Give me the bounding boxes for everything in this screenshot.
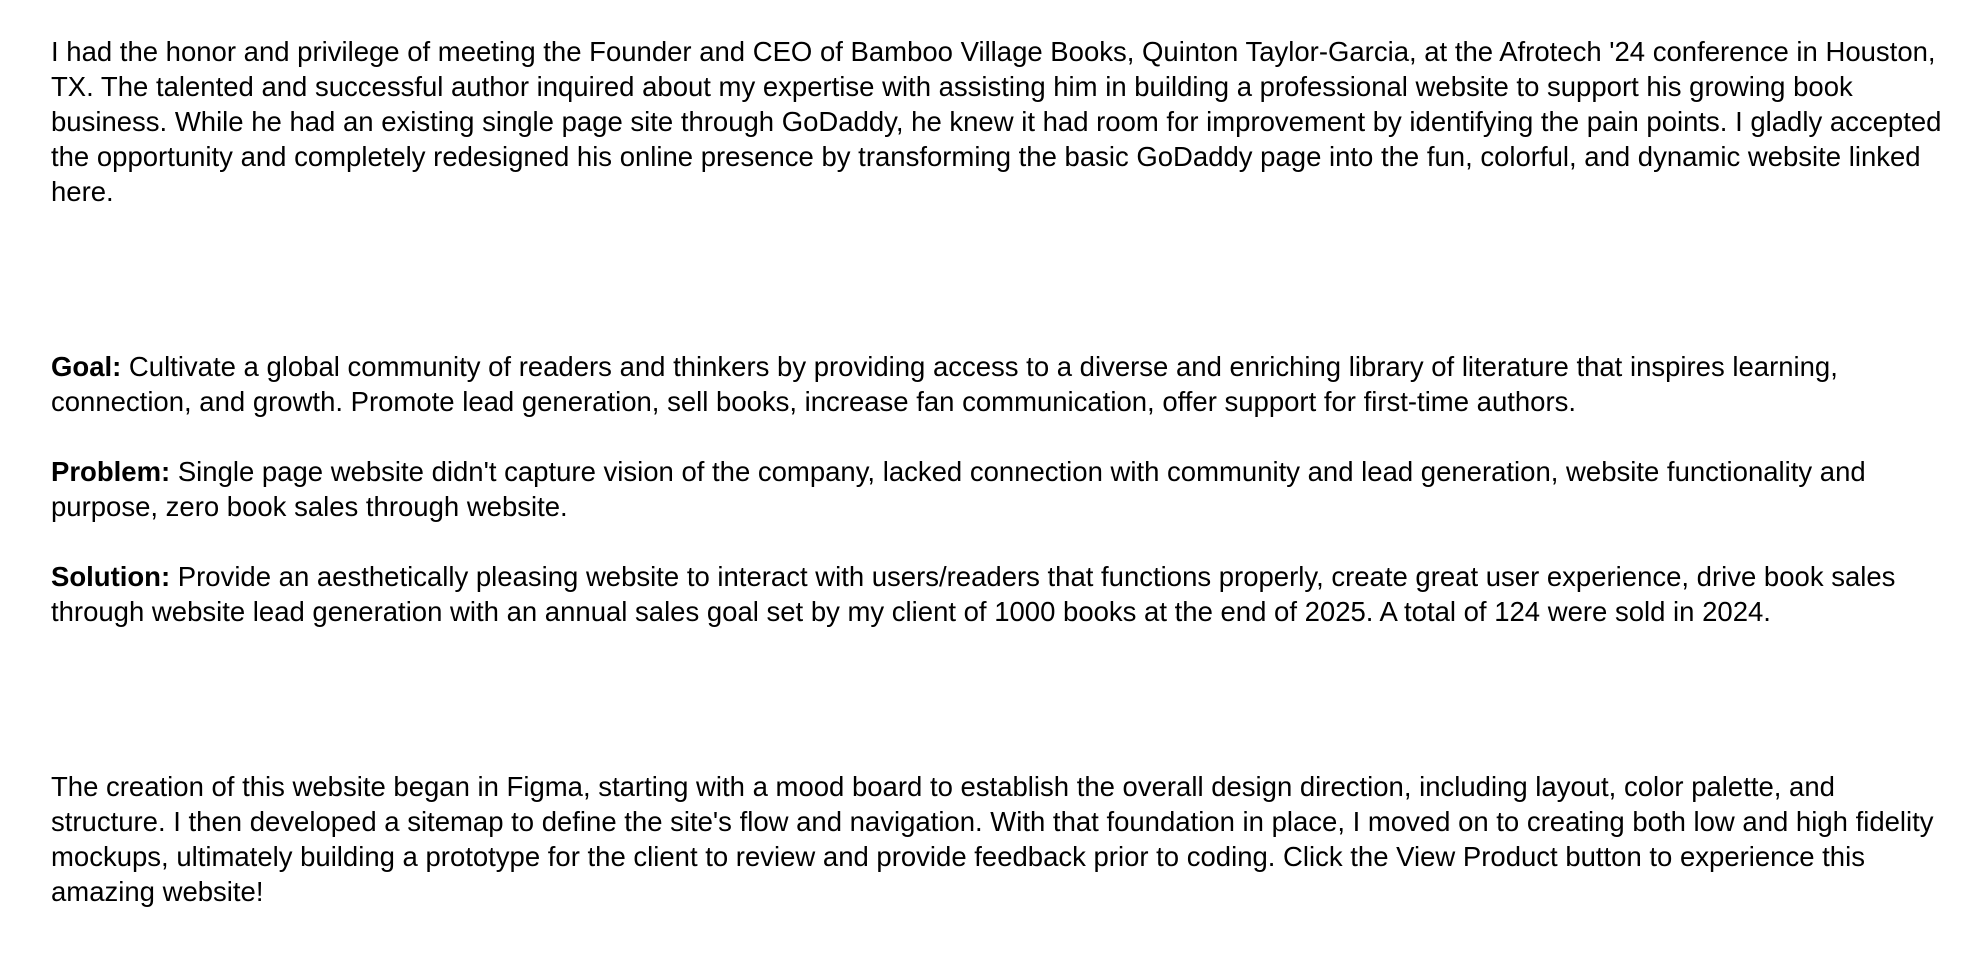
website-link[interactable]: here xyxy=(51,176,107,207)
process-paragraph xyxy=(51,769,1951,909)
solution-paragraph xyxy=(51,559,1951,629)
goal-text: Cultivate a global community of readers and thinkers by providing access to a diverse and enriching library of literature that inspires learning, connection, and growth. Promote lead generation, sell books, increase fan communication, offer support for first-time authors. xyxy=(51,351,1838,417)
problem-paragraph xyxy=(51,454,1951,524)
solution-label: Solution: xyxy=(51,561,171,592)
problem-text: Single page website didn't capture vision of the company, lacked connection with community and lead generation, website functionality and purpose, zero book sales through website. xyxy=(51,456,1866,522)
case-study-content xyxy=(51,34,1951,909)
intro-text-end: . xyxy=(106,176,114,207)
process-text: The creation of this website began in Figma, starting with a mood board to establish the overall design direction, including layout, color palette, and structure. I then developed a sitemap to define the site's flow and navigation. With that foundation in place, I moved on to creating both low and high fidelity mockups, ultimately building a prototype for the client to review and provide feedback prior to coding. Click the View Product button to experience this amazing website! xyxy=(51,771,1934,907)
goal-paragraph xyxy=(51,349,1951,419)
goal-label: Goal: xyxy=(51,351,122,382)
solution-text: Provide an aesthetically pleasing website to interact with users/readers that functions properly, create great user experience, drive book sales through website lead generation with an annual sales goal set by my client of 1000 books at the end of 2025. A total of 124 were sold in 2024. xyxy=(51,561,1896,627)
intro-paragraph xyxy=(51,34,1951,209)
problem-label: Problem: xyxy=(51,456,171,487)
intro-text: I had the honor and privilege of meeting the Founder and CEO of Bamboo Village Books, Quinton Taylor-Garcia, at the Afrotech '24 conference in Houston, TX. The talented and successful author inquired about my expertise with assisting him in building a professional website to support his growing book business. While he had an existing single page site through GoDaddy, he knew it had room for improvement by identifying the pain points. I gladly accepted the opportunity and completely redesigned his online presence by transforming the basic GoDaddy page into the fun, colorful, and dynamic website linked xyxy=(51,36,1942,172)
